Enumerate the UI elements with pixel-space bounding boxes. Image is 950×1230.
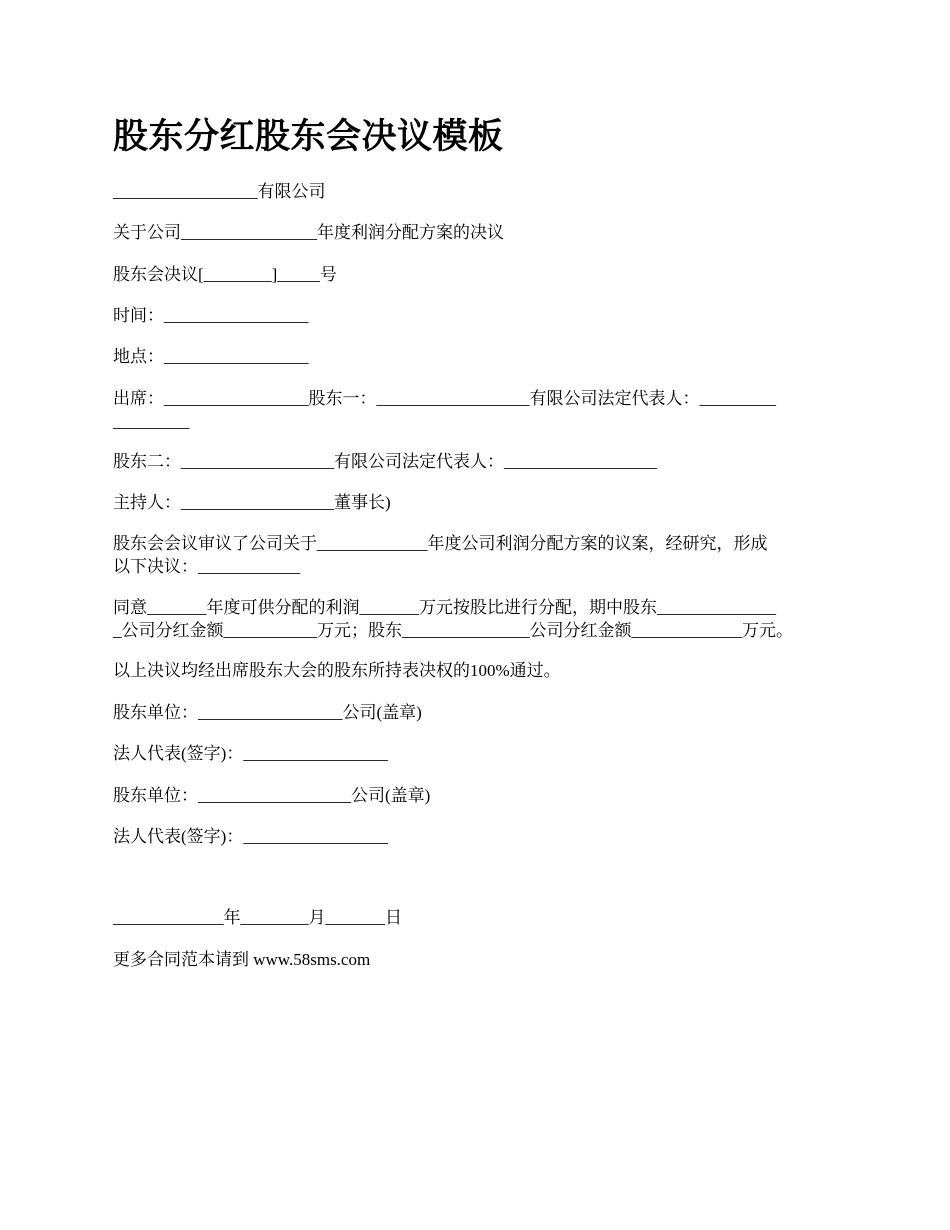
text-line: 法人代表(签字)：_________________ <box>113 827 388 846</box>
text-line: _____________年________月_______日 <box>113 908 402 927</box>
shareholder-two-line <box>113 450 657 473</box>
text-line: 出席：_________________股东一：__________________有限公司法定代表人：_________ <box>113 389 776 408</box>
approval-line <box>113 659 561 682</box>
text-line: _________________有限公司 <box>113 182 326 201</box>
text-line: _________ <box>113 412 190 431</box>
shareholder-unit-line-2 <box>113 784 430 807</box>
text-line: 股东单位：_________________公司(盖章) <box>113 703 422 722</box>
company-name-line <box>113 180 326 203</box>
footer-link-line <box>113 948 370 971</box>
text-line: 股东会会议审议了公司关于_____________年度公司利润分配方案的议案，经研究，形成 <box>113 534 768 553</box>
text-line: 股东单位：__________________公司(盖章) <box>113 786 431 805</box>
distribution-paragraph <box>113 596 793 642</box>
text-line: 关于公司________________年度利润分配方案的决议 <box>113 223 504 242</box>
text-line: 以下决议：____________ <box>113 557 300 576</box>
time-line <box>113 304 309 327</box>
resolution-subject-line <box>113 221 504 244</box>
legal-representative-line-2 <box>113 825 388 848</box>
text-line: 时间：_________________ <box>113 306 309 325</box>
attendance-paragraph <box>113 387 776 433</box>
text-line: _公司分红金额___________万元；股东_______________公司分红金额_____________万元。 <box>113 621 793 640</box>
text-line: 同意_______年度可供分配的利润_______万元按股比进行分配，期中股东______________ <box>113 598 776 617</box>
resolution-number-line <box>113 263 337 286</box>
date-line <box>113 906 402 929</box>
text-line: 以上决议均经出席股东大会的股东所持表决权的100%通过。 <box>113 661 561 680</box>
legal-representative-line-1 <box>113 742 388 765</box>
text-line: 股东会决议[________]_____号 <box>113 265 337 284</box>
text-line: 主持人：__________________董事长) <box>113 493 391 512</box>
shareholder-unit-line-1 <box>113 701 422 724</box>
text-line: 更多合同范本请到 www.58sms.com <box>113 950 371 969</box>
text-line: 股东二：__________________有限公司法定代表人：__________________ <box>113 452 657 471</box>
location-line <box>113 345 309 368</box>
host-line <box>113 491 391 514</box>
meeting-review-paragraph <box>113 532 768 578</box>
document-title: 股东分红股东会决议模板 <box>113 117 504 156</box>
text-line: 地点：_________________ <box>113 347 309 366</box>
text-line: 法人代表(签字)：_________________ <box>113 744 388 763</box>
